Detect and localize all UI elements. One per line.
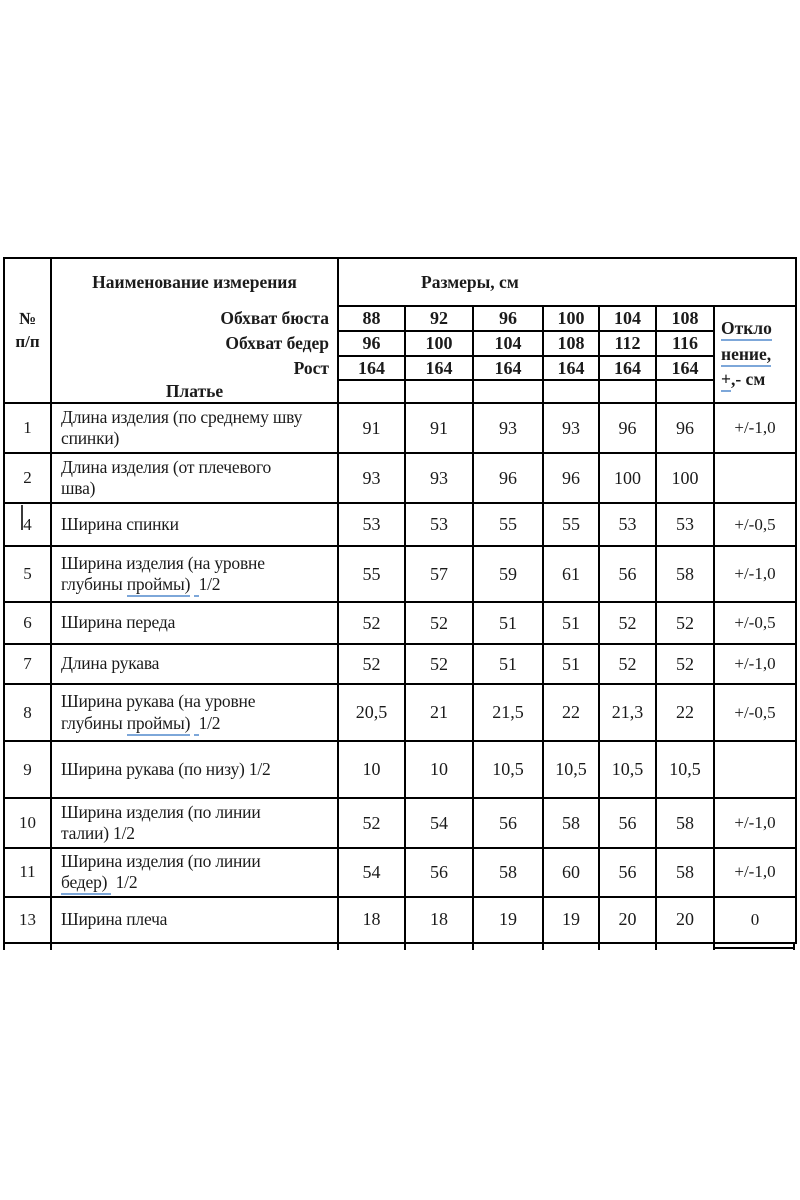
measurement-label-cell	[51, 453, 338, 503]
value-cell: 10,5	[543, 741, 599, 798]
measurement-label-cell	[51, 684, 338, 741]
value-cell: 55	[473, 503, 543, 546]
cut-off-next-row	[3, 944, 795, 954]
bust-size: 100	[543, 306, 599, 331]
table-row	[4, 546, 796, 602]
measurement-label-cell	[51, 403, 338, 453]
empty-cell	[473, 380, 543, 403]
value-cell: 53	[405, 503, 473, 546]
measurement-label-cell	[51, 741, 338, 798]
value-cell: 53	[599, 503, 656, 546]
value-cell: 51	[473, 602, 543, 644]
deviation-column-bottom-border	[713, 947, 795, 949]
row-number: 1	[23, 418, 32, 437]
bust-size: 92	[405, 306, 473, 331]
underlined-word: бедер)	[61, 872, 107, 895]
value-cell: 20	[656, 897, 714, 943]
value-cell: 93	[473, 403, 543, 453]
row-number: 11	[19, 862, 36, 882]
value-cell: 58	[473, 848, 543, 897]
measurement-label-cell	[51, 644, 338, 684]
value-cell: 52	[599, 644, 656, 684]
value-cell: 58	[656, 848, 714, 897]
value-cell: 52	[656, 602, 714, 644]
measurement-label-cell	[51, 546, 338, 602]
label-text: Ширина переда	[61, 612, 176, 633]
header-row-hips	[4, 331, 796, 356]
measurement-label-cell	[51, 798, 338, 848]
bust-size: 108	[656, 306, 714, 331]
table-row	[4, 684, 796, 741]
value-cell: 21,5	[473, 684, 543, 741]
value-cell: 19	[543, 897, 599, 943]
value-cell: 55	[543, 503, 599, 546]
empty-cell	[599, 380, 656, 403]
value-cell: 61	[543, 546, 599, 602]
height-value: 164	[599, 356, 656, 380]
row-number-cell	[4, 403, 51, 453]
row-number-cell	[4, 798, 51, 848]
value-cell: 10,5	[599, 741, 656, 798]
hips-size: 112	[599, 331, 656, 356]
height-value: 164	[473, 356, 543, 380]
label-text: 1/2	[198, 712, 221, 733]
bust-size: 96	[473, 306, 543, 331]
empty-cell	[405, 380, 473, 403]
grid-line-stub	[50, 944, 52, 950]
deviation-cell: +/-0,5	[714, 602, 796, 644]
measurement-label-cell	[51, 503, 338, 546]
value-cell: 57	[405, 546, 473, 602]
value-cell: 18	[338, 897, 405, 943]
value-cell: 59	[473, 546, 543, 602]
deviation-cell	[714, 453, 796, 503]
empty-cell	[338, 380, 405, 403]
table-row	[4, 741, 796, 798]
hips-size: 108	[543, 331, 599, 356]
grid-line-stub	[598, 944, 600, 950]
value-cell: 56	[473, 798, 543, 848]
row-number: 9	[23, 759, 32, 779]
row-number-cell	[4, 848, 51, 897]
value-cell: 58	[656, 546, 714, 602]
empty-cell	[656, 380, 714, 403]
hips-size: 100	[405, 331, 473, 356]
measurement-name-header: Наименование измерения	[51, 258, 338, 306]
grid-line-stub	[404, 944, 406, 950]
value-cell: 22	[543, 684, 599, 741]
value-cell: 52	[338, 644, 405, 684]
row-number-cell	[4, 684, 51, 741]
value-cell: 52	[405, 602, 473, 644]
value-cell: 93	[543, 403, 599, 453]
table-row	[4, 602, 796, 644]
deviation-cell: 0	[714, 897, 796, 943]
grid-line-stub	[655, 944, 657, 950]
value-cell: 51	[543, 602, 599, 644]
header-row-dress	[4, 380, 796, 403]
value-cell: 56	[599, 546, 656, 602]
label-text: Ширина рукава (на уровне глубины	[61, 691, 260, 733]
row-number: 7	[23, 654, 32, 673]
deviation-rest: ,- см	[730, 369, 766, 390]
deviation-cell: +/-1,0	[714, 798, 796, 848]
height-label: Рост	[51, 356, 338, 380]
value-cell: 53	[656, 503, 714, 546]
deviation-header	[714, 306, 796, 403]
text-cursor	[21, 505, 23, 530]
sizes-header: Размеры, см	[338, 258, 796, 306]
measurement-table	[3, 257, 797, 944]
row-number-cell	[4, 503, 51, 546]
height-value: 164	[543, 356, 599, 380]
measurement-label-cell	[51, 602, 338, 644]
value-cell: 22	[656, 684, 714, 741]
row-number: 2	[23, 468, 32, 487]
label-text: Ширина рукава (по низу) 1/2	[61, 758, 271, 779]
label-text: Длина изделия (от плечевого шва)	[61, 456, 276, 498]
grid-line-stub	[3, 944, 5, 950]
value-cell: 51	[543, 644, 599, 684]
label-text: Ширина изделия (по линии талии) 1/2	[61, 801, 265, 843]
pp-line2: п/п	[15, 331, 40, 351]
value-cell: 56	[599, 798, 656, 848]
value-cell: 20,5	[338, 684, 405, 741]
value-cell: 54	[405, 798, 473, 848]
measurement-rows	[4, 403, 796, 943]
label-text: Ширина плеча	[61, 909, 168, 930]
value-cell: 19	[473, 897, 543, 943]
value-cell: 10,5	[473, 741, 543, 798]
table-row	[4, 897, 796, 943]
row-number-cell	[4, 546, 51, 602]
empty-cell	[543, 380, 599, 403]
height-value: 164	[656, 356, 714, 380]
deviation-line2: нение,	[721, 344, 771, 367]
value-cell: 96	[656, 403, 714, 453]
hips-size: 104	[473, 331, 543, 356]
deviation-cell: +/-1,0	[714, 403, 796, 453]
value-cell: 58	[656, 798, 714, 848]
row-number: 13	[19, 909, 36, 929]
grid-line-stub	[337, 944, 339, 950]
row-number-cell	[4, 602, 51, 644]
value-cell: 100	[656, 453, 714, 503]
label-text: Ширина изделия (по линии	[61, 851, 265, 871]
value-cell: 93	[405, 453, 473, 503]
deviation-cell: +/-1,0	[714, 644, 796, 684]
table-row	[4, 848, 796, 897]
hips-label: Обхват бедер	[51, 331, 338, 356]
row-number: 4	[23, 514, 32, 534]
value-cell: 10	[405, 741, 473, 798]
row-number: 8	[23, 702, 32, 722]
row-number: 10	[19, 813, 36, 832]
label-text: 1/2	[111, 872, 138, 893]
hips-size: 96	[338, 331, 405, 356]
size-chart	[3, 257, 795, 954]
label-text: 1/2	[198, 574, 221, 594]
row-number-cell	[4, 741, 51, 798]
value-cell: 96	[543, 453, 599, 503]
label-text: Длина рукава	[61, 653, 160, 674]
deviation-cell	[714, 741, 796, 798]
value-cell: 54	[338, 848, 405, 897]
value-cell: 51	[473, 644, 543, 684]
row-number-cell	[4, 453, 51, 503]
deviation-cell: +/-1,0	[714, 546, 796, 602]
value-cell: 52	[656, 644, 714, 684]
value-cell: 53	[338, 503, 405, 546]
table-row	[4, 403, 796, 453]
table-row	[4, 798, 796, 848]
value-cell: 96	[473, 453, 543, 503]
header-rows	[4, 258, 796, 403]
row-number: 5	[23, 564, 32, 583]
dress-label: Платье	[51, 380, 338, 403]
table-row	[4, 644, 796, 684]
value-cell: 55	[338, 546, 405, 602]
bust-size: 88	[338, 306, 405, 331]
value-cell: 20	[599, 897, 656, 943]
value-cell: 10,5	[656, 741, 714, 798]
height-value: 164	[405, 356, 473, 380]
row-number-header	[4, 258, 51, 403]
deviation-cell: +/-1,0	[714, 848, 796, 897]
bust-size: 104	[599, 306, 656, 331]
value-cell: 100	[599, 453, 656, 503]
label-text: Ширина спинки	[61, 513, 179, 534]
table-row	[4, 503, 796, 546]
value-cell: 56	[405, 848, 473, 897]
grid-line-stub	[472, 944, 474, 950]
value-cell: 21	[405, 684, 473, 741]
underlined-word: проймы)	[127, 713, 191, 736]
hips-size: 116	[656, 331, 714, 356]
header-row-height	[4, 356, 796, 380]
height-value: 164	[338, 356, 405, 380]
row-number-cell	[4, 644, 51, 684]
deviation-cell: +/-0,5	[714, 684, 796, 741]
grid-line-stub	[542, 944, 544, 950]
value-cell: 52	[338, 602, 405, 644]
deviation-cell: +/-0,5	[714, 503, 796, 546]
header-row-sizes	[4, 258, 796, 306]
value-cell: 21,3	[599, 684, 656, 741]
bust-label: Обхват бюста	[51, 306, 338, 331]
value-cell: 10	[338, 741, 405, 798]
value-cell: 52	[338, 798, 405, 848]
deviation-line1: Откло	[721, 318, 772, 341]
measurement-label-cell	[51, 848, 338, 897]
header-row-bust	[4, 306, 796, 331]
value-cell: 91	[338, 403, 405, 453]
value-cell: 56	[599, 848, 656, 897]
label-text: Длина изделия (по среднему шву спинки)	[61, 406, 307, 448]
value-cell: 18	[405, 897, 473, 943]
value-cell: 91	[405, 403, 473, 453]
row-number: 6	[23, 613, 32, 632]
value-cell: 60	[543, 848, 599, 897]
value-cell: 96	[599, 403, 656, 453]
value-cell: 93	[338, 453, 405, 503]
deviation-plus: +	[721, 369, 731, 392]
label-text: Ширина изделия (на уровне глубины	[61, 552, 269, 594]
pp-line1: №	[18, 308, 37, 328]
value-cell: 58	[543, 798, 599, 848]
row-number-cell	[4, 897, 51, 943]
underlined-word: проймы)	[127, 574, 191, 597]
value-cell: 52	[599, 602, 656, 644]
value-cell: 52	[405, 644, 473, 684]
table-row	[4, 453, 796, 503]
measurement-label-cell	[51, 897, 338, 943]
